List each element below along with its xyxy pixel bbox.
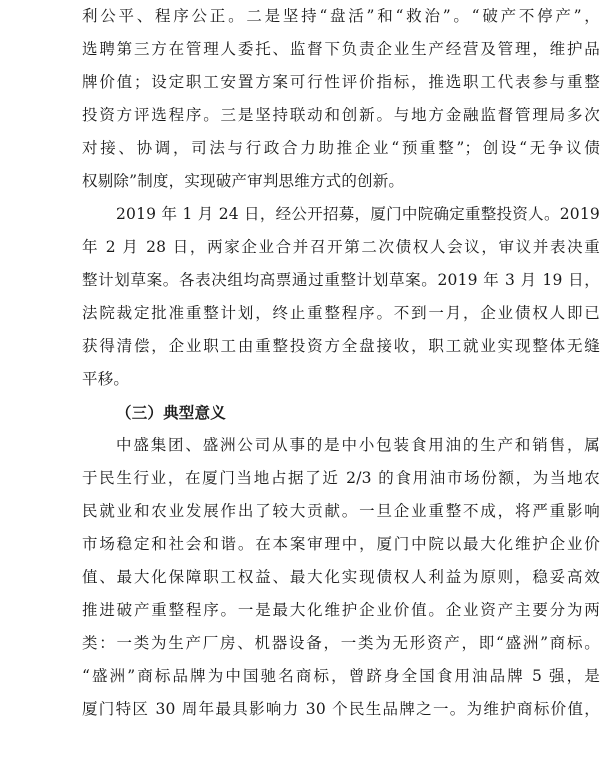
text-line: 2019 年 1 月 24 日，经公开招募，厦门中院确定重整投资人。2019 — [116, 205, 600, 223]
text-line: 市场稳定和社会和谐。在本案审理中，厦门中院以最大化维护企业价 — [82, 535, 600, 553]
text-line: 投资方评选程序。三是坚持联动和创新。与地方金融监督管理局多次 — [82, 106, 600, 124]
section-heading: （三）典型意义 — [116, 403, 226, 422]
text-line: 值、最大化保障职工权益、最大化实现债权人利益为原则，稳妥高效 — [82, 568, 600, 586]
text-line: 利公平、程序公正。二是坚持“盘活”和“救治”。“破产不停产”， — [82, 7, 600, 25]
text-line: 法院裁定批准重整计划，终止重整程序。不到一月，企业债权人即已 — [82, 304, 600, 322]
text-line: 年 2 月 28 日，两家企业合并召开第二次债权人会议，审议并表决重 — [82, 238, 600, 256]
text-line: 牌价值；设定职工安置方案可行性评价指标，推选职工代表参与重整 — [82, 73, 600, 91]
text-line: 推进破产重整程序。一是最大化维护企业价值。企业资产主要分为两 — [82, 601, 600, 619]
text-line: 中盛集团、盛洲公司从事的是中小包装食用油的生产和销售，属 — [116, 436, 600, 454]
paragraph-significance — [82, 429, 600, 726]
text-line: “盛洲”商标品牌为中国驰名商标，曾跻身全国食用油品牌 5 强，是 — [82, 667, 600, 685]
paragraph-timeline — [82, 198, 600, 396]
text-line: 民就业和农业发展作出了较大贡献。一旦企业重整不成，将严重影响 — [82, 502, 600, 520]
text-line: 对接、协调，司法与行政合力助推企业“预重整”；创设“无争议债 — [82, 139, 600, 157]
text-line: 整计划草案。各表决组均高票通过重整计划草案。2019 年 3 月 19 日， — [82, 271, 600, 289]
section-heading-block — [82, 396, 594, 429]
text-line: 厦门特区 30 周年最具影响力 30 个民生品牌之一。为维护商标价值， — [82, 700, 600, 718]
text-line: 获得清偿，企业职工由重整投资方全盘接收，职工就业实现整体无缝 — [82, 337, 600, 355]
text-line: 权剔除”制度，实现破产审判思维方式的创新。 — [82, 172, 405, 190]
paragraph-principles — [82, 0, 600, 198]
text-line: 选聘第三方在管理人委托、监督下负责企业生产经营及管理，维护品 — [82, 40, 600, 58]
text-line: 类：一类为生产厂房、机器设备，一类为无形资产，即“盛洲”商标。 — [82, 634, 600, 652]
text-line: 平移。 — [82, 370, 130, 388]
text-line: 于民生行业，在厦门当地占据了近 2/3 的食用油市场份额，为当地农 — [82, 469, 600, 487]
